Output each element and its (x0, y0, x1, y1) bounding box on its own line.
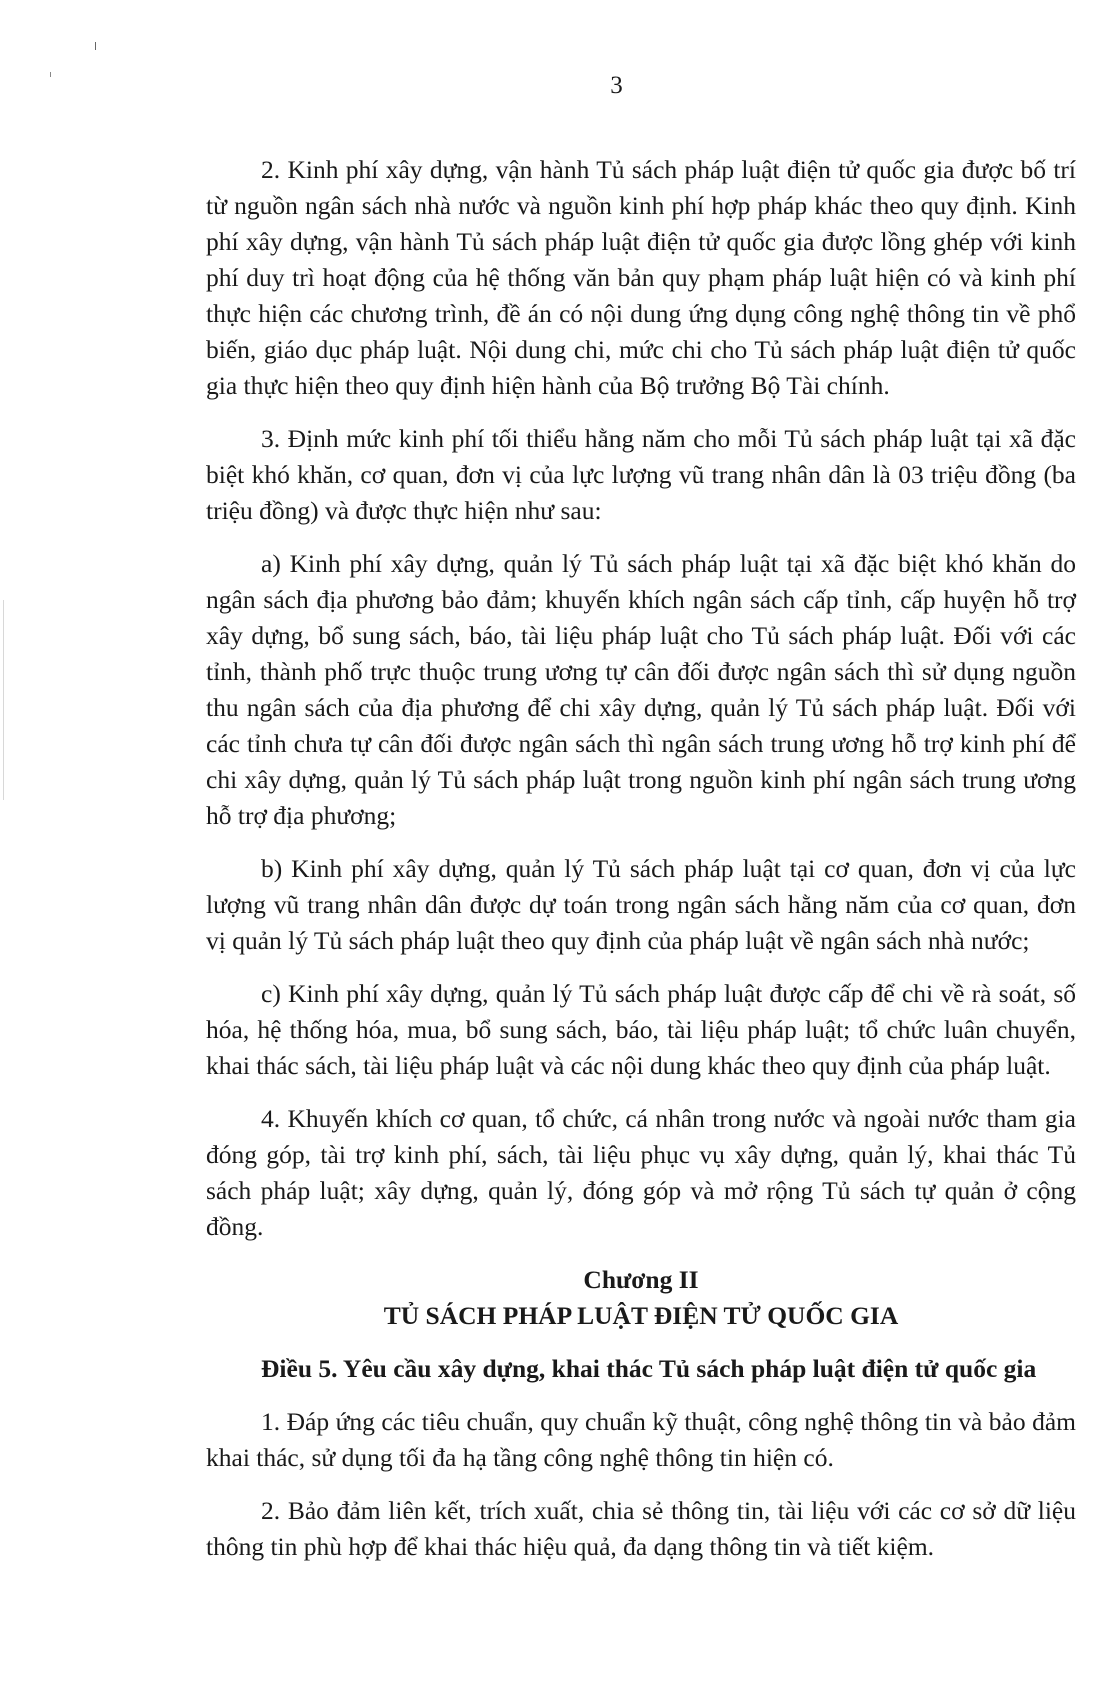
paragraph-item-a: a) Kinh phí xây dựng, quản lý Tủ sách pháp luật tại xã đặc biệt khó khăn do ngân sách địa phương bảo đảm; khuyến khích ngân sách cấp tỉnh, cấp huyện hỗ trợ xây dựng, bổ sung sách, báo, tài liệu pháp luật cho Tủ sách pháp luật. Đối với các tỉnh, thành phố trực thuộc trung ương tự cân đối được ngân sách thì sử dụng nguồn thu ngân sách của địa phương để chi xây dựng, quản lý Tủ sách pháp luật. Đối với các tỉnh chưa tự cân đối được ngân sách thì ngân sách trung ương hỗ trợ kinh phí để chi xây dựng, quản lý Tủ sách pháp luật trong nguồn kinh phí ngân sách trung ương hỗ trợ địa phương; (206, 549, 1076, 830)
document-body (206, 152, 1076, 1582)
scan-mark (95, 42, 96, 50)
paragraph-funding-operation: 2. Kinh phí xây dựng, vận hành Tủ sách pháp luật điện tử quốc gia được bố trí từ nguồn ngân sách nhà nước và nguồn kinh phí hợp pháp khác theo quy định. Kinh phí xây dựng, vận hành Tủ sách pháp luật điện tử quốc gia được lồng ghép với kinh phí duy trì hoạt động của hệ thống văn bản quy phạm pháp luật hiện có và kinh phí thực hiện các chương trình, đề án có nội dung ứng dụng công nghệ thông tin về phổ biến, giáo dục pháp luật. Nội dung chi, mức chi cho Tủ sách pháp luật điện tử quốc gia thực hiện theo quy định hiện hành của Bộ trưởng Bộ Tài chính. (206, 155, 1076, 400)
chapter-title: TỦ SÁCH PHÁP LUẬT ĐIỆN TỬ QUỐC GIA (383, 1301, 899, 1330)
paragraph-item-b: b) Kinh phí xây dựng, quản lý Tủ sách pháp luật tại cơ quan, đơn vị của lực lượng vũ trang nhân dân được dự toán trong ngân sách hằng năm của cơ quan, đơn vị quản lý Tủ sách pháp luật theo quy định của pháp luật về ngân sách nhà nước; (206, 854, 1076, 955)
page-number: 3 (610, 72, 623, 99)
scan-edge-line (3, 600, 4, 800)
scan-mark (50, 72, 51, 77)
article-paragraph: 2. Bảo đảm liên kết, trích xuất, chia sẻ thông tin, tài liệu với các cơ sở dữ liệu thông tin phù hợp để khai thác hiệu quả, đa dạng thông tin và tiết kiệm. (206, 1496, 1076, 1561)
paragraph-encouragement: 4. Khuyến khích cơ quan, tổ chức, cá nhân trong nước và ngoài nước tham gia đóng góp, tài trợ kinh phí, sách, tài liệu phục vụ xây dựng, quản lý, khai thác Tủ sách pháp luật; xây dựng, quản lý, đóng góp và mở rộng Tủ sách tự quản ở cộng đồng. (206, 1104, 1076, 1241)
article-paragraph: 1. Đáp ứng các tiêu chuẩn, quy chuẩn kỹ thuật, công nghệ thông tin và bảo đảm khai thác, sử dụng tối đa hạ tầng công nghệ thông tin hiện có. (206, 1407, 1076, 1472)
chapter-label: Chương II (583, 1265, 699, 1294)
paragraph-minimum-funding: 3. Định mức kinh phí tối thiểu hằng năm cho mỗi Tủ sách pháp luật tại xã đặc biệt khó khăn, cơ quan, đơn vị của lực lượng vũ trang nhân dân là 03 triệu đồng (ba triệu đồng) và được thực hiện như sau: (206, 424, 1076, 525)
article-heading: Điều 5. Yêu cầu xây dựng, khai thác Tủ sách pháp luật điện tử quốc gia (261, 1354, 1037, 1383)
paragraph-item-c: c) Kinh phí xây dựng, quản lý Tủ sách pháp luật được cấp để chi về rà soát, số hóa, hệ thống hóa, mua, bổ sung sách, báo, tài liệu pháp luật; tổ chức luân chuyển, khai thác sách, tài liệu pháp luật và các nội dung khác theo quy định của pháp luật. (206, 979, 1076, 1080)
